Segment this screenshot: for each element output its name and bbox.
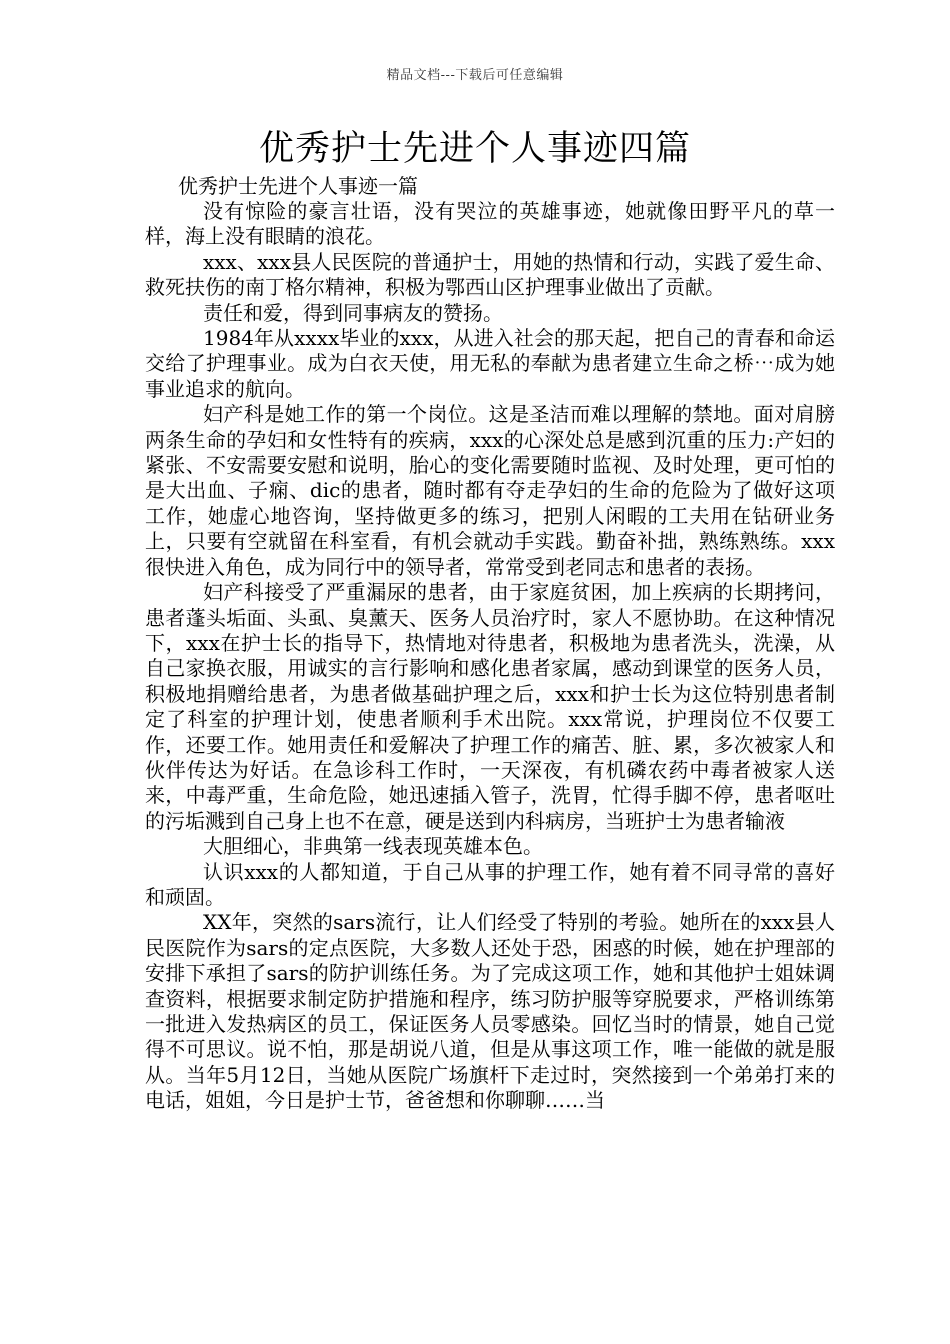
page-header: 精品文档---下载后可任意编辑 [386, 68, 564, 83]
paragraph: XX年，突然的sars流行，让人们经受了特别的考验。她所在的xxx县人民医院作为sars的定点医院，大多数人还处于恐，困惑的时候，她在护理部的安排下承担了sars的防护训练任务。为了完成这项工作，她和其他护士姐妹调查资料，根据要求制定防护措施和程序，练习防护服等穿脱要求，严格训练第一批进入发热病区的员工，保证医务人员零感染。回忆当时的情景，她自己觉得不可思议。说不怕，那是胡说八道，但是从事这项工作，唯一能做的就是服从。当年5月12日，当她从医院广场旗杆下走过时，突然接到一个弟弟打来的电话，姐姐，今日是护士节，爸爸想和你聊聊……当 [145, 910, 835, 1113]
section-subtitle: 优秀护士先进个人事迹一篇 [178, 174, 418, 198]
document-body [145, 199, 835, 1114]
paragraph: xxx、xxx县人民医院的普通护士，用她的热情和行动，实践了爱生命、救死扶伤的南丁格尔精神，积极为鄂西山区护理事业做出了贡献。 [145, 249, 835, 300]
document-title: 优秀护士先进个人事迹四篇 [258, 129, 691, 169]
paragraph: 没有惊险的豪言壮语，没有哭泣的英雄事迹，她就像田野平凡的草一样，海上没有眼睛的浪花。 [145, 199, 835, 249]
paragraph: 大胆细心，非典第一线表现英雄本色。 [203, 834, 543, 859]
paragraph: 责任和爱，得到同事病友的赞扬。 [203, 300, 503, 325]
paragraph: 1984年从xxxx毕业的xxx，从进入社会的那天起，把自己的青春和命运交给了护理事业。成为白衣天使，用无私的奉献为患者建立生命之桥⋯成为她事业追求的航向。 [145, 326, 835, 401]
paragraph: 认识xxx的人都知道，于自己从事的护理工作，她有着不同寻常的喜好和顽固。 [145, 859, 835, 909]
paragraph: 妇产科是她工作的第一个岗位。这是圣洁而难以理解的禁地。面对肩膀两条生命的孕妇和女性特有的疾病，xxx的心深处总是感到沉重的压力:产妇的紧张、不安需要安慰和说明，胎心的变化需要随时监视、及时处理，更可怕的是大出血、子痫、dic的患者，随时都有夺走孕妇的生命的危险为了做好这项工作，她虚心地咨询，坚持做更多的练习，把别人闲暇的工夫用在钻研业务上，只要有空就留在科室看，有机会就动手实践。勤奋补拙，熟练熟练。xxx很快进入角色，成为同行中的领导者，常常受到老同志和患者的表扬。 [145, 402, 835, 579]
paragraph: 妇产科接受了严重漏尿的患者，由于家庭贫困，加上疾病的长期拷问，患者蓬头垢面、头虱、臭薰天、医务人员治疗时，家人不愿协助。在这种情况下，xxx在护士长的指导下，热情地对待患者，积极地为患者洗头，洗澡，从自己家换衣服，用诚实的言行影响和感化患者家属，感动到课堂的医务人员，积极地捐赠给患者，为患者做基础护理之后，xxx和护士长为这位特别患者制定了科室的护理计划，使患者顺利手术出院。xxx常说，护理岗位不仅要工作，还要工作。她用责任和爱解决了护理工作的痛苦、脏、累，多次被家人和伙伴传达为好话。在急诊科工作时，一天深夜，有机磷农药中毒者被家人送来，中毒严重，生命危险，她迅速插入管子，洗胃，忙得手脚不停，患者呕吐的污垢溅到自己身上也不在意，硬是送到内科病房，当班护士为患者输液 [145, 580, 835, 833]
